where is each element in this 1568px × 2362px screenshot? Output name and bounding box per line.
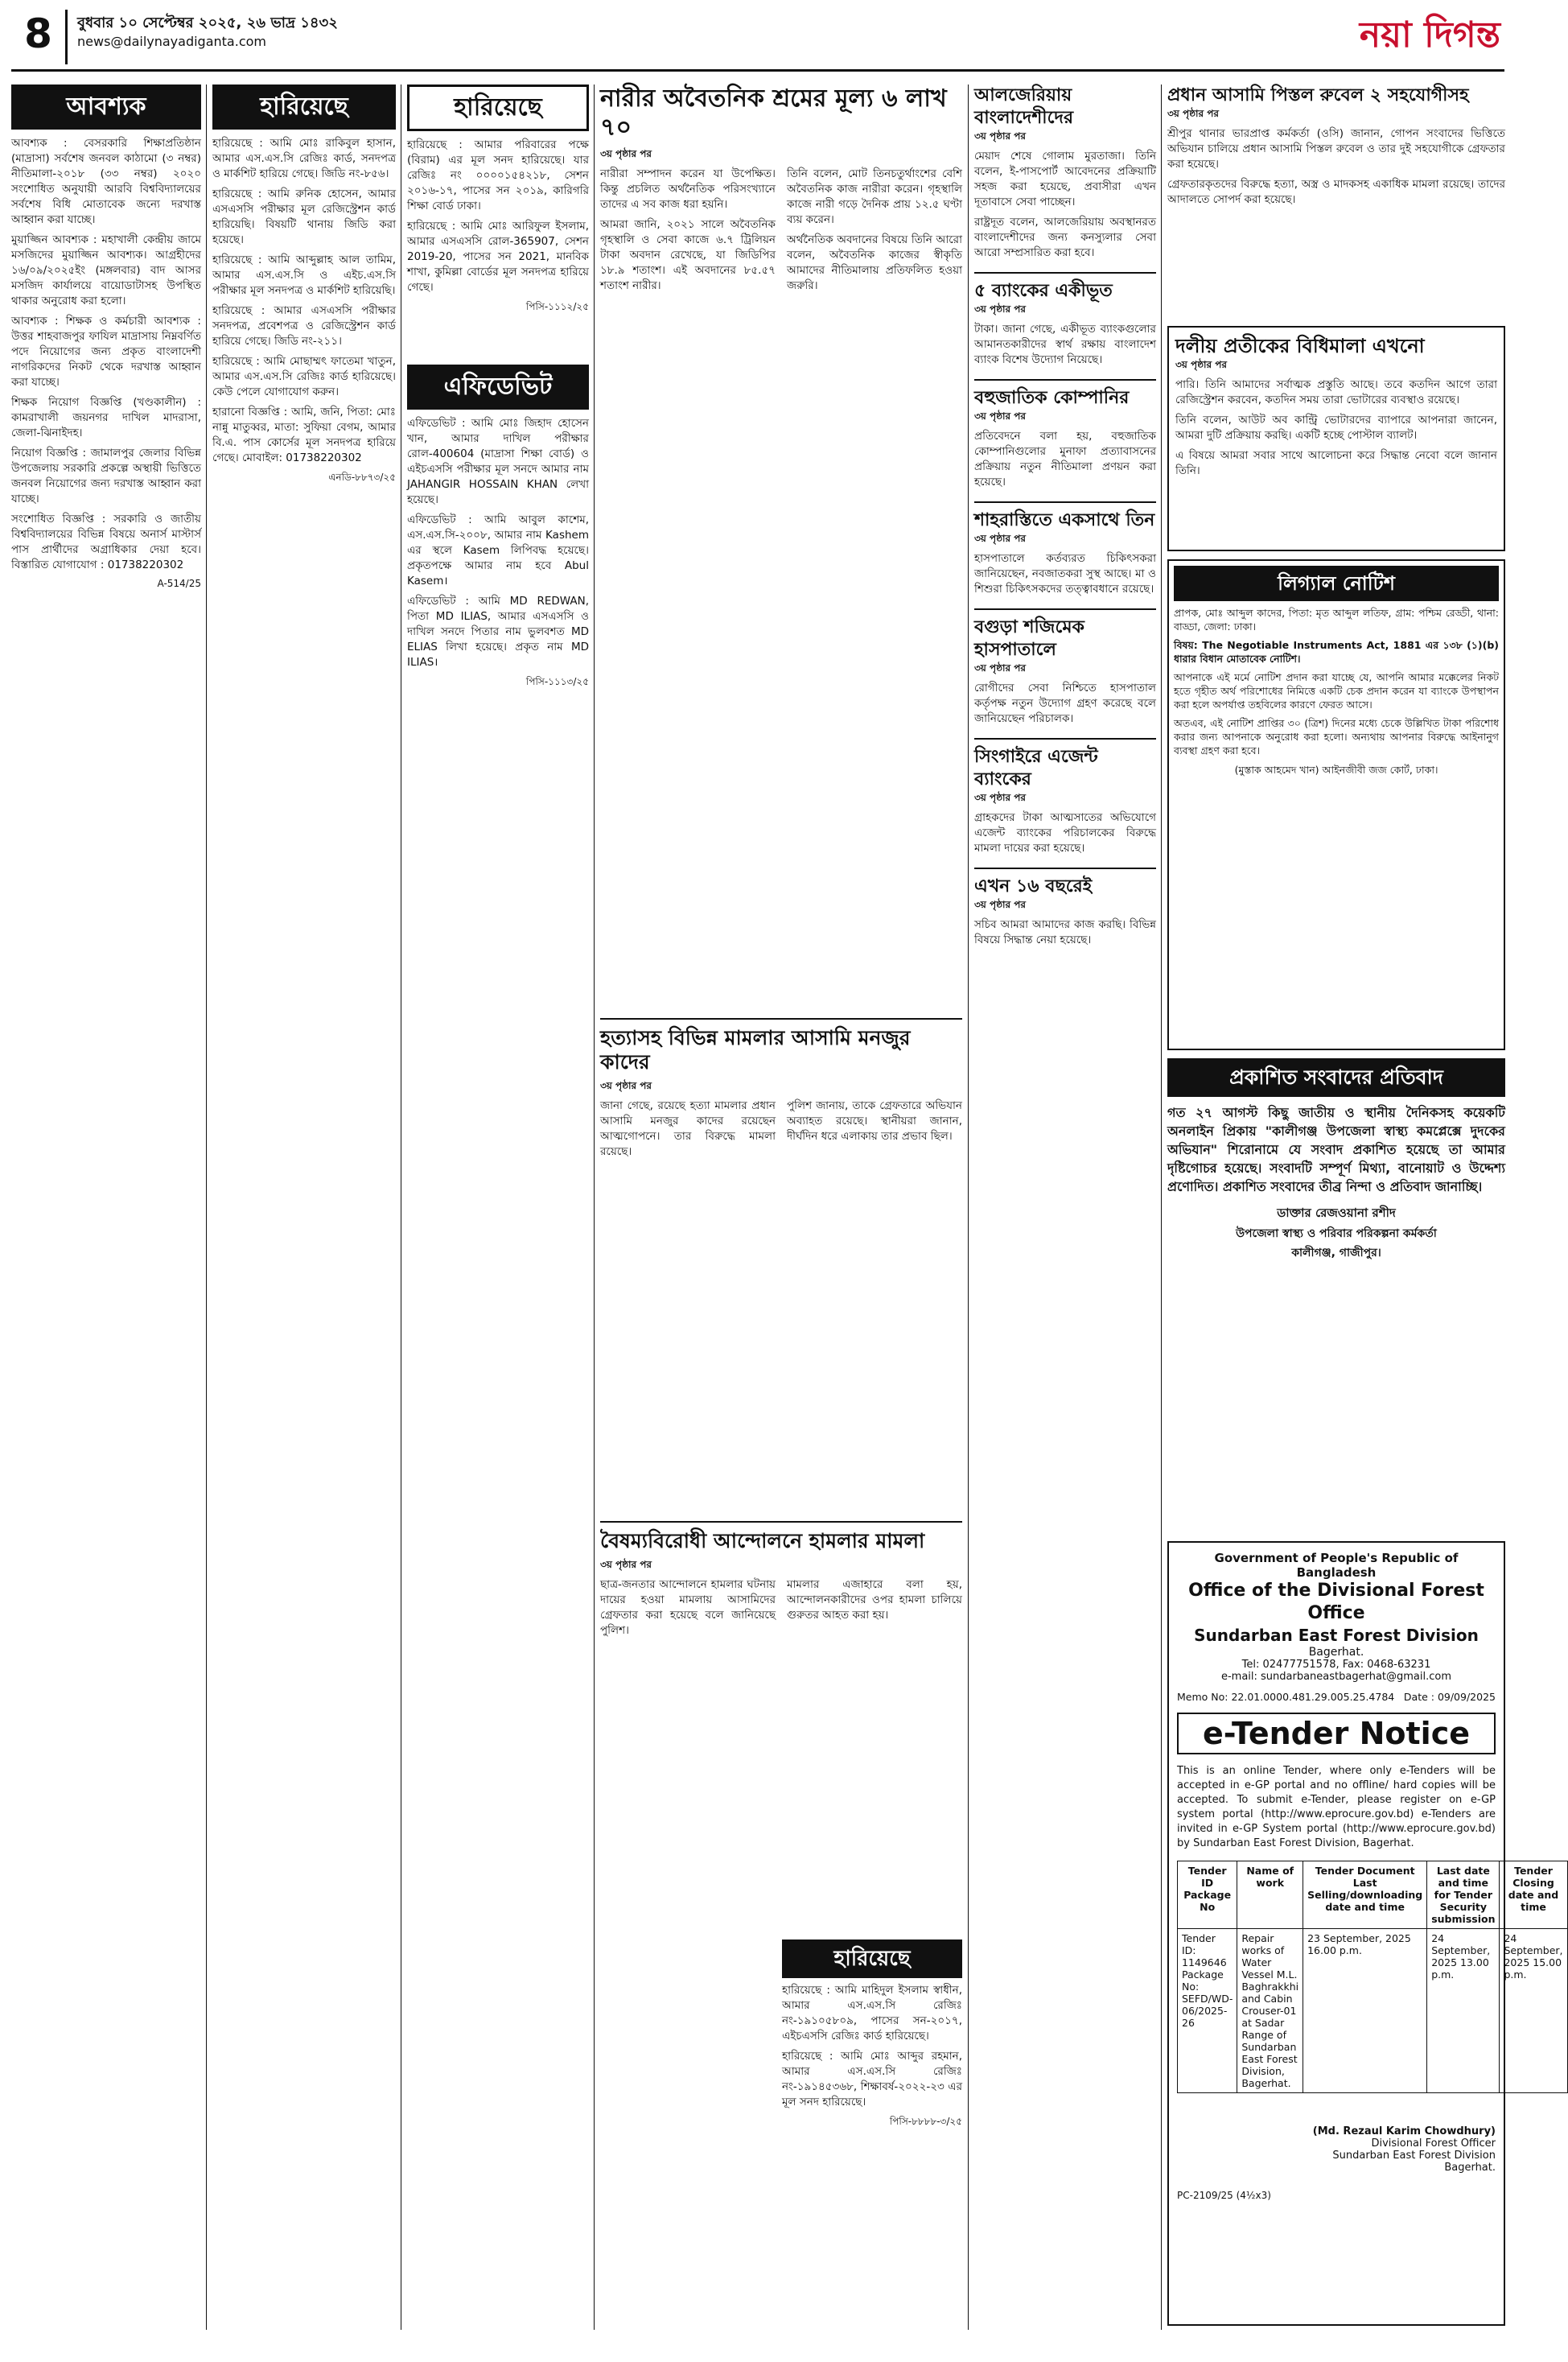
paragraph: প্রাপক, মোঃ আব্দুল কাদের, পিতা: মৃত আব্দুল লতিফ, গ্রাম: পশ্চিম রেড্ডী, থানা: বাড্ডা, জেলা: ঢাকা। <box>1174 607 1499 633</box>
paragraph: টাকা। জানা গেছে, একীভূত ব্যাংকগুলোর আমানতকারীদের স্বার্থ রক্ষায় বাংলাদেশ ব্যাংক বিশেষ উদ্যোগ নিয়েছে। <box>974 323 1156 366</box>
multinational-cont: ৩য় পৃষ্ঠার পর <box>974 410 1027 422</box>
lost-code-3: পিসি-৮৮৮৮-৩/২৫ <box>889 2116 962 2127</box>
tender-table-header <box>1178 1861 1568 1929</box>
protest-notice <box>1167 1058 1505 1533</box>
affidavit-item: এফিডেভিট : আমি মোঃ জিহাদ হোসেন খান, আমার দাখিল পরীক্ষার রোল-400604 (মাদ্রাসা শিক্ষা বোর্ড) ও এইচএসসি পরীক্ষার মূল সনদে আমার নাম JAHANGIR HOSSAIN KHAN লেখা হয়েছে। <box>407 417 589 506</box>
tender-sign-title: Divisional Forest Officer <box>1371 2137 1496 2150</box>
paragraph: মামলার এজাহারে বলা হয়, আন্দোলনকারীদের ওপর হামলা চালিয়ে গুরুতর আহত করা হয়। <box>787 1578 962 1622</box>
pistol-headline: প্রধান আসামি পিস্তল রুবেল ২ সহযোগীসহ <box>1167 85 1469 105</box>
lost-item: হারিয়েছে : আমি মোঃ আব্দুর রহমান, আমার এস.এস.সি রেজিঃ নং-১৯১৪৫৩৬৮, শিক্ষাবর্ষ-২০২২-২৩ এর মূল সনদ হারিয়েছে। <box>782 2050 962 2108</box>
algeria-headline: আলজেরিয়ায় বাংলাদেশীদের <box>974 85 1074 128</box>
masthead <box>0 0 1517 80</box>
lost-item: হারিয়েছে : আমার এসএসসি পরীক্ষার সনদপত্র, প্রবেশপত্র ও রেজিস্ট্রেশন কার্ড হারিয়ে গেছে। জিডি নং-২১১। <box>212 304 396 348</box>
tender-sign-division: Sundarban East Forest Division <box>1332 2150 1496 2162</box>
bogura-body <box>974 681 1156 727</box>
classifieds-column <box>11 85 201 2330</box>
story-divider <box>974 868 1156 869</box>
tender-body: This is an online Tender, where only e-Tenders will be accepted in e-GP portal and no offline/ hard copies will be accepted. To submit e-Tender, please register on e-GP system portal (http://www.eprocure.gov.bd) e-Tenders are invited in e-GP System portal (http://www.eprocure.gov.bd) by Sundarban East Forest Division, Bagerhat. <box>1177 1765 1496 1849</box>
sixteen-headline: এখন ১৬ বছরেই <box>974 876 1093 897</box>
column-divider <box>1161 85 1162 2330</box>
lost-item: হারিয়েছে : আমার পরিবারের পক্ষে (বিরাম) এর মূল সনদ হারিয়েছে। যার রেজিঃ নং ০০০০১৫৪২১৮, সেশন ২০১৬-১৭, পাসের সন ২০১৯, কারিগরি শিক্ষা বোর্ড ঢাকা। <box>407 138 589 212</box>
paragraph: সচিব আমরা আমাদের কাজ করছি। বিভিন্ন বিষয়ে সিদ্ধান্ত নেয়া হয়েছে। <box>974 918 1156 946</box>
legal-notice <box>1167 559 1505 1050</box>
paragraph: প্রতিবেদনে বলা হয়, বহুজাতিক কোম্পানিগুলোর মুনাফা প্রত্যাবাসনের প্রক্রিয়ায় নতুন নীতিমালা প্রণয়ন করা হয়েছে। <box>974 430 1156 488</box>
sixteen-cont: ৩য় পৃষ্ঠার পর <box>974 899 1027 910</box>
tender-sign-name: (Md. Rezaul Karim Chowdhury) <box>1312 2125 1496 2137</box>
story-divider <box>974 608 1156 610</box>
table-header-cell: Tender Document Last Selling/downloading date and time <box>1303 1861 1427 1929</box>
table-cell: 24 September, 2025 13.00 p.m. <box>1427 1929 1500 2093</box>
paragraph: তিনি বলেন, মোট তিনচতুর্থাংশের বেশি অবৈতনিক কাজ নারীরা করেন। গৃহস্থালি কাজে নারী গড়ে দৈনিক প্রায় ১২.৫ ঘণ্টা ব্যয় করেন। <box>787 167 962 226</box>
tender-table <box>1177 1861 1568 2093</box>
affidavit-body <box>407 416 589 670</box>
lost-affidavit-column <box>407 85 589 2330</box>
paragraph: পারি। তিনি আমাদের সর্বাত্মক প্রস্তুতি আছে। তবে কতদিন আগে তারা রেজিস্ট্রেশন করবেন, কতদিন সময় তারা ভোটারের ব্যবস্থাও রয়েছে। <box>1175 378 1497 406</box>
main-story-cont: ৩য় পৃষ্ঠার পর <box>600 148 652 159</box>
table-header-cell: Last date and time for Tender Security submission <box>1427 1861 1500 1929</box>
lost-item: হারিয়েছে : আমি রুনিক হোসেন, আমার এসএসসি পরীক্ষার মূল রেজিস্ট্রেশন কার্ড হারিয়েছি। বিষয়টি থানায় জিডি করা হয়েছে। <box>212 188 396 246</box>
story-divider <box>600 1521 962 1523</box>
legal-notice-signature: (মুস্তাক আহমেদ খান) আইনজীবী জজ কোর্ট, ঢাকা। <box>1234 764 1438 776</box>
short-stories-column <box>974 85 1156 2330</box>
banks-body <box>974 322 1156 368</box>
tender-code: PC-2109/25 (4½x3) <box>1177 2190 1271 2201</box>
column-divider <box>206 85 207 2330</box>
lost-heading-1: হারিয়েছে <box>212 85 396 130</box>
paragraph: মেয়াদ শেষে গোলাম মুরতাজা। তিনি বলেন, ই-পাসপোর্ট আবেদনের প্রক্রিয়াটি সহজ করা হয়েছে, প্রবাসীরা এখন দূতাবাসে সেবা পাচ্ছেন। <box>974 150 1156 208</box>
tender-title: e-Tender Notice <box>1177 1713 1496 1754</box>
paragraph: জানা গেছে, রয়েছে হত্যা মামলার প্রধান আসামি মনজুর কাদের রয়েছেন আত্মগোপনে। তার বিরুদ্ধে মামলা রয়েছে। <box>600 1099 776 1158</box>
lost-item: হারিয়েছে : আমি মাহিদুল ইসলাম স্বাধীন, আমার এস.এস.সি রেজিঃ নং-১৯১০৫৮০৯, পাসের সন-২০১৭, এইচএসসি রেজিঃ কার্ড হারিয়েছে। <box>782 1984 962 2043</box>
affidavit-item: এফিডেভিট : আমি MD REDWAN, পিতা MD ILIAS, আমার এসএসসি ও দাখিল সনদে পিতার নাম ভুলবশত MD ELIAS লিখা হয়েছে। প্রকৃত নাম MD ILIAS। <box>407 595 589 669</box>
table-header-cell: Tender ID Package No <box>1178 1861 1237 1929</box>
protest-signature-name: ডাক্তার রেজওয়ানা রশীদ <box>1277 1206 1396 1220</box>
bogura-headline: বগুড়া শজিমেক হাসপাতালে <box>974 617 1084 660</box>
classifieds-body <box>11 136 201 573</box>
paragraph: বিষয়: The Negotiable Instruments Act, 1881 এর ১৩৮ (১)(b) ধারার বিধান মোতাবেক নোটিশ। <box>1174 639 1499 665</box>
classified-item: আবশ্যক : বেসরকারি শিক্ষাপ্রতিষ্ঠান (মাদ্রাসা) সর্বশেষ জনবল কাঠামো (৩ নম্বর) নীতিমালা-২০১৮ (৩৩ নম্বর) ২০২০ সংশোধিত অনুযায়ী আরবি বিশ্ববিদ্যালয়ের সর্বশেষ বিধি মোতাবেক জন্যে দরখাস্ত আহ্বান করা যাচ্ছে। <box>11 137 201 226</box>
paragraph: তিনি বলেন, আউট অব কান্ট্রি ভোটারদের ব্যাপারে আপনারা জানেন, আমরা দুটি প্রক্রিয়ায় করছি। একটি হচ্ছে পোস্টাল ব্যালট। <box>1175 414 1497 442</box>
anti-discrimination-headline: বৈষম্যবিরোধী আন্দোলনে হামলার মামলা <box>600 1529 925 1552</box>
table-cell: Repair works of Water Vessel M.L. Baghrakkhi and Cabin Crouser-01 at Sadar Range of Sundarban East Forest Division, Bagerhat. <box>1237 1929 1303 2093</box>
classified-item: আবশ্যক : শিক্ষক ও কর্মচারী আবশ্যক : উত্তর শাহবাজপুর ফাযিল মাদ্রাসায় নিম্নবর্ণিত পদে নিয়োগের জন্য প্রকৃত বাংলাদেশী নাগরিকদের নিকট থেকে দরখাস্ত আহ্বান করা যাচ্ছে। <box>11 315 201 389</box>
table-cell: 23 September, 2025 16.00 p.m. <box>1303 1929 1427 2093</box>
paragraph: শ্রীপুর থানার ভারপ্রাপ্ত কর্মকর্তা (ওসি) জানান, গোপন সংবাদের ভিত্তিতে অভিযান চালিয়ে প্রধান আসামি পিস্তল রুবেল ও তার দুই সহযোগীকে গ্রেফতার করা হয়েছে। <box>1167 127 1505 171</box>
column-divider <box>968 85 969 2330</box>
banks-cont: ৩য় পৃষ্ঠার পর <box>974 303 1027 315</box>
pistol-story <box>1167 85 1505 318</box>
lost-code-2: পিসি-১১১২/২৫ <box>525 301 589 312</box>
main-story <box>600 85 962 1010</box>
paragraph: ছাত্র-জনতার আন্দোলনে হামলার ঘটনায় দায়ের হওয়া মামলায় আসামিদের গ্রেফতার করা হয়েছে বলে জানিয়েছে পুলিশ। <box>600 1578 776 1637</box>
shahrasti-cont: ৩য় পৃষ্ঠার পর <box>974 533 1027 544</box>
table-row <box>1178 1929 1568 2093</box>
murder-case-headline: হত্যাসহ বিভিন্ন মামলার আসামি মনজুর কাদের <box>600 1026 911 1074</box>
party-code-body <box>1175 377 1497 479</box>
masthead-rule <box>11 69 1504 72</box>
pistol-body <box>1167 126 1505 208</box>
lost-body-1 <box>212 136 396 466</box>
tender-division: Sundarban East Forest Division <box>1194 1626 1479 1645</box>
classified-item: সংশোধিত বিজ্ঞপ্তি : সরকারি ও জাতীয় বিশ্ববিদ্যালয়ের বিভিন্ন বিষয়ে অনার্স মাস্টার্স পাস প্রার্থীদের অগ্রাধিকার দেয়া হবে। বিস্তারিত যোগাযোগ : 01738220302 <box>11 513 201 571</box>
lost-box-3 <box>782 1939 962 2326</box>
shahrasti-headline: শাহরাস্তিতে একসাথে তিন <box>974 510 1155 530</box>
paragraph: অতএব, এই নোটিশ প্রাপ্তির ৩০ (ত্রিশ) দিনের মধ্যে চেকে উল্লিখিত টাকা পরিশোধ করার জন্য আপনাকে অনুরোধ করা হলো। অন্যথায় আপনার বিরুদ্ধে আইনানুগ ব্যবস্থা গ্রহণ করা হবে। <box>1174 717 1499 756</box>
singair-body <box>974 810 1156 856</box>
column-divider <box>594 85 595 2330</box>
anti-discrimination-cont: ৩য় পৃষ্ঠার পর <box>600 1559 652 1570</box>
table-header-cell: Tender Closing date and time <box>1500 1861 1567 1929</box>
story-divider <box>974 379 1156 381</box>
tender-date: Date : 09/09/2025 <box>1403 1691 1496 1703</box>
lost-column-1 <box>212 85 396 2330</box>
table-cell: Tender ID: 1149646 Package No: SEFD/WD-06/2025-26 <box>1178 1929 1237 2093</box>
sixteen-body <box>974 917 1156 948</box>
paragraph: এ বিষয়ে আমরা সবার সাথে আলোচনা করে সিদ্ধান্ত নেবো বলে জানান তিনি। <box>1175 449 1497 477</box>
singair-cont: ৩য় পৃষ্ঠার পর <box>974 792 1027 803</box>
story-divider <box>974 738 1156 740</box>
tender-memo: Memo No: 22.01.0000.481.29.005.25.4784 <box>1177 1691 1395 1703</box>
bogura-cont: ৩য় পৃষ্ঠার পর <box>974 662 1027 674</box>
lost-body-2 <box>407 138 589 295</box>
protest-heading: প্রকাশিত সংবাদের প্রতিবাদ <box>1167 1058 1505 1097</box>
paragraph: পুলিশ জানায়, তাকে গ্রেফতারে অভিযান অব্যাহত রয়েছে। স্থানীয়রা জানান, দীর্ঘদিন ধরে এলাকায় তার প্রভাব ছিল। <box>787 1099 962 1143</box>
pistol-cont: ৩য় পৃষ্ঠার পর <box>1167 108 1220 119</box>
lost-heading-2: হারিয়েছে <box>407 85 589 131</box>
paragraph: গ্রাহকদের টাকা আত্মসাতের অভিযোগে এজেন্ট ব্যাংকের পরিচালকের বিরুদ্ধে মামলা দায়ের করা হয়েছে। <box>974 811 1156 855</box>
algeria-body <box>974 149 1156 261</box>
murder-case-story <box>600 1026 962 1509</box>
table-cell: 24 September, 2025 15.00 p.m. <box>1500 1929 1567 2093</box>
murder-case-body <box>600 1099 962 1160</box>
paragraph: অর্থনৈতিক অবদানের বিষয়ে তিনি আরো বলেন, অবৈতনিক কাজের স্বীকৃতি আমাদের নীতিমালায় প্রতিফলিত হওয়া জরুরি। <box>787 233 962 292</box>
party-code-cont: ৩য় পৃষ্ঠার পর <box>1175 359 1228 370</box>
affidavit-item: এফিডেভিট : আমি আবুল কাশেম, এস.এস.সি-২০০৮, আমার নাম Kashem এর স্থলে Kasem লিপিবদ্ধ হয়েছে। প্রকৃতপক্ষে আমার নাম হবে Abul Kasem। <box>407 513 589 587</box>
lost-item: হারিয়েছে : আমি মোঃ আরিফুল ইসলাম, আমার এসএসসি রোল-365907, সেশন 2019-20, পাসের সন 2021, মানবিক শাখা, কুমিল্লা বোর্ডের মূল সনদপত্র হারিয়ে গেছে। <box>407 220 589 294</box>
multinational-headline: বহুজাতিক কোম্পানির <box>974 388 1130 408</box>
banks-headline: ৫ ব্যাংকের একীভূত <box>974 281 1113 301</box>
lost-item: হারিয়েছে : আমি মোছাম্মৎ ফাতেমা খাতুন, আমার এস.এস.সি রেজিঃ কার্ড হারিয়েছে। কেউ পেলে যোগাযোগ করুন। <box>212 355 396 398</box>
legal-notice-body <box>1174 606 1499 757</box>
main-story-headline: নারীর অবৈতনিক শ্রমের মূল্য ৬ লাখ ৭০ <box>600 85 947 142</box>
paragraph: হাসপাতালে কর্তব্যরত চিকিৎসকরা জানিয়েছেন, নবজাতকরা সুস্থ আছে। মা ও শিশুরা চিকিৎসকদের তত্ত্বাবধানে রয়েছে। <box>974 552 1156 596</box>
email: news@dailynayadiganta.com <box>77 34 266 49</box>
lost-body-3 <box>782 1983 962 2110</box>
lost-item: হারিয়েছে : আমি আব্দুল্লাহ আল তামিম, আমার এস.এস.সি ও এইচ.এস.সি পরীক্ষার মূল সনদপত্র ও মার্কশিট হারিয়েছি। <box>212 254 396 297</box>
affidavit-code: পিসি-১১১৩/২৫ <box>525 676 589 687</box>
murder-case-cont: ৩য় পৃষ্ঠার পর <box>600 1080 652 1091</box>
party-code-story <box>1167 326 1505 551</box>
lost-code-1: এনডি-৮৮৭৩/২৫ <box>328 472 396 483</box>
story-divider <box>974 501 1156 503</box>
page-number: 8 <box>11 10 68 64</box>
paragraph: রাষ্ট্রদূত বলেন, আলজেরিয়ায় অবস্থানরত বাংলাদেশীদের জন্য কনস্যুলার সেবা আরো সম্প্রসারিত করা হবে। <box>974 216 1156 259</box>
classifieds-code: A-514/25 <box>157 578 201 589</box>
tender-signature <box>1177 2125 1496 2174</box>
story-divider <box>600 1018 962 1020</box>
dateline: বুধবার ১০ সেপ্টেম্বর ২০২৫, ২৬ ভাদ্র ১৪৩২ <box>77 14 338 31</box>
tender-memo-row <box>1177 1691 1496 1703</box>
paragraph: নারীরা সম্পাদন করেন যা উপেক্ষিত। কিন্তু প্রচলিত অর্থনৈতিক পরিসংখ্যানে তাদের এ সব কাজ ধরা হয়নি। <box>600 167 776 211</box>
classified-item: শিক্ষক নিয়োগ বিজ্ঞপ্তি (খণ্ডকালীন) : কামরাখালী জয়নগর দাখিল মাদরাসা, জেলা-ঝিনাইদহ। <box>11 396 201 439</box>
tender-email: e-mail: sundarbaneastbagerhat@gmail.com <box>1220 1671 1452 1683</box>
story-divider <box>974 272 1156 274</box>
paragraph: গ্রেফতারকৃতদের বিরুদ্ধে হত্যা, অস্ত্র ও মাদকসহ একাধিক মামলা রয়েছে। তাদের আদালতে সোপর্দ করা হয়েছে। <box>1167 178 1505 206</box>
multinational-body <box>974 429 1156 490</box>
singair-headline: সিংগাইরে এজেন্ট ব্যাংকের <box>974 747 1098 789</box>
tender-place: Bagerhat. <box>1308 1646 1364 1659</box>
classifieds-heading: আবশ্যক <box>11 85 201 130</box>
algeria-cont: ৩য় পৃষ্ঠার পর <box>974 130 1027 142</box>
tender-sign-place: Bagerhat. <box>1444 2162 1496 2174</box>
logo: নয়া দিগন্ত <box>1359 14 1500 56</box>
protest-signature-place: কালীগঞ্জ, গাজীপুর। <box>1291 1247 1381 1259</box>
table-header-cell: Name of work <box>1237 1861 1303 1929</box>
paragraph: আপনাকে এই মর্মে নোটিশ প্রদান করা যাচ্ছে যে, আপনি আমার মক্কেলের নিকট হতে গৃহীত অর্থ পরিশোধের নিমিত্তে একটি চেক প্রদান করেন যা ব্যাংকে উপস্থাপন করা হলে অপর্যাপ্ত তহবিলের কারণে ফেরত আসে। <box>1174 671 1499 711</box>
shahrasti-body <box>974 551 1156 597</box>
protest-body: গত ২৭ আগস্ট কিছু জাতীয় ও স্থানীয় দৈনিকসহ কয়েকটি অনলাইন প্রিকায় "কালীগঞ্জ উপজেলা স্বাস্থ্য কমপ্লেক্সে দুদকের অভিযান" শিরোনামে যে সংবাদ প্রকাশিত হয়েছে তা আমার দৃষ্টিগোচর হয়েছে। সংবাদটি সম্পূর্ণ মিথ্যা, বানোয়াট ও উদ্দেশ্য প্রণোদিত। প্রকাশিত সংবাদের তীব্র নিন্দা ও প্রতিবাদ জানাচ্ছি। <box>1167 1105 1505 1194</box>
lost-item: হারিয়েছে : আমি মোঃ রাকিবুল হাসান, আমার এস.এস.সি রেজিঃ কার্ড, সনদপত্র ও মার্কশিট হারিয়ে গেছে। জিডি নং-৮৫৬। <box>212 137 396 180</box>
paragraph: রোগীদের সেবা নিশ্চিতে হাসপাতাল কর্তৃপক্ষ নতুন উদ্যোগ গ্রহণ করেছে বলে জানিয়েছেন পরিচালক। <box>974 682 1156 725</box>
main-story-body <box>600 167 962 299</box>
tender-tel: Tel: 02477751578, Fax: 0468-63231 <box>1241 1659 1431 1671</box>
classified-item: মুয়াজ্জিন আবশ্যক : মহাখালী কেন্দ্রীয় জামে মসজিদের মুয়াজ্জিন আবশ্যক। আগ্রহীদের ১৬/০৯/২০২৫ইং (মঙ্গলবার) বাদ আসর মসজিদ কার্যালয়ে বায়োডাটাসহ উপস্থিত থাকার অনুরোধ করা হলো। <box>11 233 201 307</box>
classified-item: নিয়োগ বিজ্ঞপ্তি : জামালপুর জেলার বিভিন্ন উপজেলায় সরকারি প্রকল্পে অস্থায়ী ভিত্তিতে জনবল নিয়োগের জন্য দরখাস্ত আহ্বান করা যাচ্ছে। <box>11 447 201 505</box>
lost-heading-3: হারিয়েছে <box>782 1939 962 1978</box>
tender-gov: Government of People's Republic of Bangladesh <box>1214 1551 1459 1580</box>
e-tender-notice <box>1167 1541 1563 2326</box>
party-code-headline: দলীয় প্রতীকের বিধিমালা এখনো <box>1175 335 1425 357</box>
protest-signature-title: উপজেলা স্বাস্থ্য ও পরিবার পরিকল্পনা কর্মকর্তা <box>1236 1227 1437 1240</box>
affidavit-heading: এফিডেভিট <box>407 365 589 410</box>
lost-item: হারানো বিজ্ঞপ্তি : আমি, জনি, পিতা: মোঃ নান্নু মাতুব্বর, মাতা: সুফিয়া বেগম, আমার বি.এ. পাস কোর্সের মূল সনদপত্র হারিয়ে গেছে। মোবাইল: 01738220302 <box>212 406 396 464</box>
tender-office: Office of the Divisional Forest Office <box>1188 1581 1484 1623</box>
anti-discrimination-body <box>600 1577 962 1639</box>
paragraph: আমরা জানি, ২০২১ সালে অবৈতনিক গৃহস্থালি ও সেবা কাজে ৬.৭ ট্রিলিয়ন টাকা অবদান রেখেছে, যা জিডিপির ১৮.৯ শতাংশ। এই অবদানের ৮৫.৫৭ শতাংশ নারীর। <box>600 218 776 292</box>
legal-notice-heading: লিগ্যাল নোটিশ <box>1174 566 1499 601</box>
